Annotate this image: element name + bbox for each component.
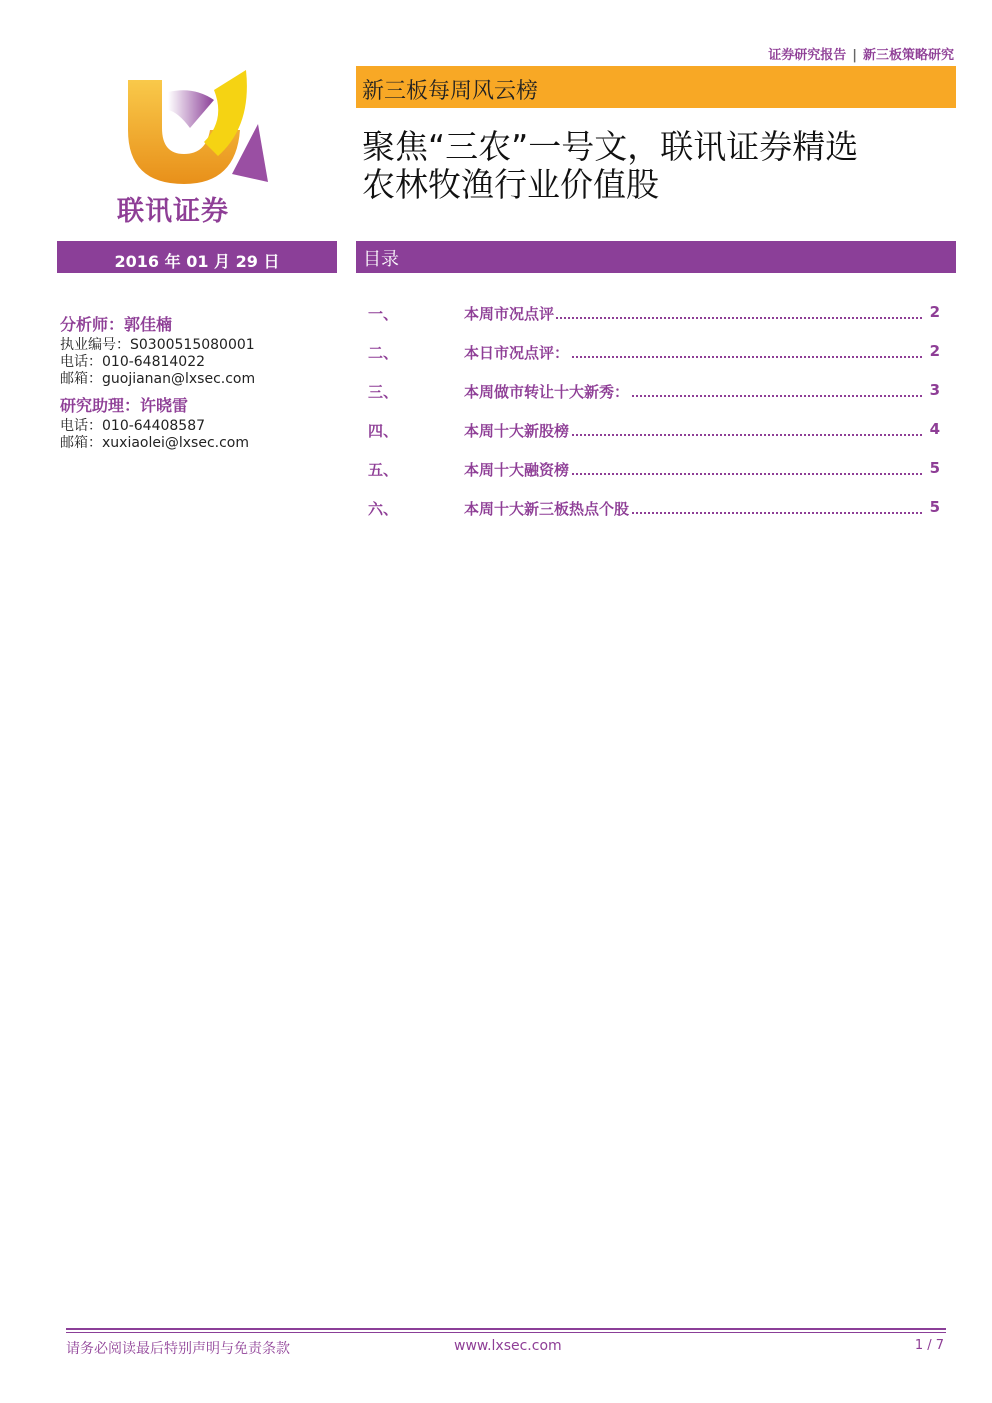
toc-heading: 目录 — [363, 249, 399, 270]
analyst-email[interactable]: 邮箱：guojianan@lxsec.com — [60, 371, 256, 387]
toc-item-label[interactable]: 本日市况点评： — [464, 344, 570, 362]
toc-item-number: 一、 — [368, 305, 399, 323]
footer-page-number: 1 / 7 — [914, 1338, 944, 1353]
toc-header — [356, 241, 956, 273]
analyst-phone: 电话：010-64814022 — [60, 354, 206, 370]
toc-item[interactable] — [366, 342, 944, 381]
toc-item[interactable] — [366, 381, 944, 420]
footer-website-link[interactable]: www.lxsec.com — [454, 1338, 562, 1354]
toc-item-label[interactable]: 本周十大融资榜 — [464, 461, 570, 479]
toc-item-label[interactable]: 本周十大新三板热点个股 — [464, 500, 630, 518]
toc-item-page: 2 — [929, 342, 940, 360]
toc-item-page: 5 — [929, 498, 940, 516]
report-date: 2016 年 01 月 29 日 — [57, 241, 337, 273]
toc-item[interactable] — [366, 303, 944, 342]
analyst-info — [60, 316, 340, 452]
analyst-license: 执业编号：S0300515080001 — [60, 337, 255, 353]
toc-item-number: 四、 — [368, 422, 399, 440]
footer-disclaimer: 请务必阅读最后特别声明与免责条款 — [66, 1341, 290, 1357]
assistant-phone: 电话：010-64408587 — [60, 418, 206, 434]
toc-item-label[interactable]: 本周十大新股榜 — [464, 422, 570, 440]
title-line-1: 聚焦“三农”一号文，联讯证券精选 — [362, 127, 859, 166]
toc-item[interactable] — [366, 498, 944, 537]
toc-list — [366, 303, 944, 537]
footer-divider-thin — [66, 1332, 946, 1333]
toc-item[interactable] — [366, 459, 944, 498]
toc-item-number: 六、 — [368, 500, 399, 518]
toc-item-page: 3 — [929, 381, 940, 399]
doc-type: 证券研究报告 — [768, 48, 847, 63]
series-name: 新三板策略研究 — [862, 48, 954, 63]
toc-item-number: 三、 — [368, 383, 399, 401]
assistant-role: 研究助理：许晓雷 — [60, 396, 189, 415]
report-title — [362, 128, 962, 204]
toc-item[interactable] — [366, 420, 944, 459]
toc-item-label[interactable]: 本周做市转让十大新秀： — [464, 383, 630, 401]
toc-item-label[interactable]: 本周市况点评 — [464, 305, 555, 323]
series-banner-label: 新三板每周风云榜 — [362, 79, 539, 104]
report-header: 证券研究报告 | 新三板策略研究 — [768, 48, 954, 63]
toc-item-page: 5 — [929, 459, 940, 477]
toc-item-number: 五、 — [368, 461, 399, 479]
toc-item-page: 4 — [929, 420, 940, 438]
toc-item-number: 二、 — [368, 344, 399, 362]
footer-divider — [66, 1328, 946, 1330]
analyst-role: 分析师：郭佳楠 — [60, 315, 173, 334]
toc-item-page: 2 — [929, 303, 940, 321]
assistant-email[interactable]: 邮箱：xuxiaolei@lxsec.com — [60, 435, 249, 451]
series-banner — [356, 66, 956, 108]
logo-text: 联讯证券 — [117, 196, 229, 227]
title-line-2: 农林牧渔行业价值股 — [362, 165, 659, 204]
